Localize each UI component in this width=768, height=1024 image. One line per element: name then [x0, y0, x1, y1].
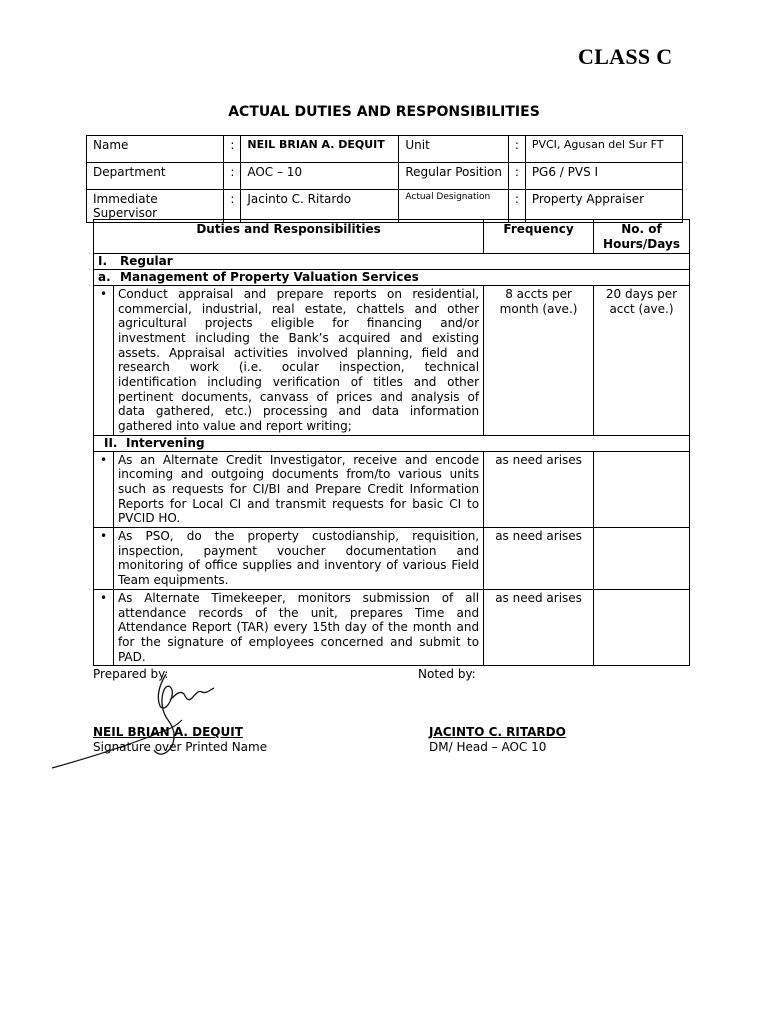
bullet: •: [94, 285, 114, 435]
duty-text: Conduct appraisal and prepare reports on residential, commercial, industrial, real estate, chattels and other agricultural projects eligible for financing and/or investment including the Bank’s acquired and existing assets. Appraisal activities involved planning, field and research work (i.e. ocular inspection, technical identification including verification of titles and other pertinent documents, canvass of prices and analysis of data gathered, etc.) processing and data information gathered into value and report writing;: [113, 285, 483, 435]
subsection-label: Management of Property Valuation Services: [120, 270, 419, 285]
prepared-by-label: Prepared by:: [93, 667, 169, 681]
duty-frequency: 8 accts per month (ave.): [484, 285, 594, 435]
colon: :: [508, 163, 525, 190]
department-value: AOC – 10: [241, 163, 399, 190]
employee-info-table: [86, 135, 683, 223]
subsection-a-row: [94, 270, 690, 286]
bullet: •: [94, 589, 114, 666]
duty-frequency: as need arises: [484, 528, 594, 590]
section-intervening-row: [94, 435, 690, 451]
colon: :: [224, 190, 241, 223]
duties-header-row: [94, 220, 690, 254]
duty-hours: [594, 451, 690, 528]
colon: :: [508, 136, 525, 163]
noted-by-caption: DM/ Head – AOC 10: [429, 740, 547, 754]
unit-label: Unit: [399, 136, 509, 163]
section-regular: [94, 254, 690, 270]
duty-text: As an Alternate Credit Investigator, receive and encode incoming and outgoing documents from/to various units such as requests for CI/BI and Prepare Credit Information Reports for Local CI and transmit requests for basic CI to PVCID HO.: [113, 451, 483, 528]
noted-by-name: JACINTO C. RITARDO: [429, 725, 566, 739]
position-value: PG6 / PVS I: [525, 163, 682, 190]
colon: :: [224, 136, 241, 163]
section-number: II.: [104, 435, 118, 450]
noted-by-label: Noted by:: [418, 667, 476, 681]
designation-value: Property Appraiser: [525, 190, 682, 223]
info-row-department: [87, 163, 683, 190]
duty-row: [94, 451, 690, 528]
duties-column-header: Duties and Responsibilities: [94, 220, 484, 254]
section-label: Intervening: [126, 435, 205, 450]
supervisor-value: Jacinto C. Ritardo: [241, 190, 399, 223]
frequency-column-header: Frequency: [484, 220, 594, 254]
prepared-by-name: NEIL BRIAN A. DEQUIT: [93, 725, 243, 739]
duty-hours: [594, 589, 690, 666]
subsection-a: [94, 270, 690, 286]
handwritten-signature: [48, 660, 228, 780]
document-title: ACTUAL DUTIES AND RESPONSIBILITIES: [228, 104, 540, 120]
info-row-name: [87, 136, 683, 163]
position-label: Regular Position: [399, 163, 509, 190]
designation-label: Actual Designation: [399, 190, 509, 223]
duties-table: [93, 219, 690, 666]
supervisor-label: Immediate Supervisor: [87, 190, 224, 223]
duty-frequency: as need arises: [484, 589, 594, 666]
duty-text: As PSO, do the property custodianship, requisition, inspection, payment voucher documentation and monitoring of office supplies and inventory of various Field Team equipments.: [113, 528, 483, 590]
name-label: Name: [87, 136, 224, 163]
duty-hours: [594, 528, 690, 590]
name-value: NEIL BRIAN A. DEQUIT: [241, 136, 399, 163]
duty-hours: 20 days per acct (ave.): [594, 285, 690, 435]
duty-row: [94, 528, 690, 590]
subsection-number: a.: [98, 270, 111, 285]
duty-row: [94, 589, 690, 666]
bullet: •: [94, 451, 114, 528]
colon: :: [224, 163, 241, 190]
hours-column-header: No. of Hours/Days: [594, 220, 690, 254]
bullet: •: [94, 528, 114, 590]
duty-text: As Alternate Timekeeper, monitors submission of all attendance records of the unit, prepares Time and Attendance Report (TAR) every 15th day of the month and for the signature of employees concerned and submit to PAD.: [113, 589, 483, 666]
duty-frequency: as need arises: [484, 451, 594, 528]
info-row-supervisor: [87, 190, 683, 223]
department-label: Department: [87, 163, 224, 190]
section-label: Regular: [120, 254, 173, 269]
colon: :: [508, 190, 525, 223]
unit-value: PVCI, Agusan del Sur FT: [525, 136, 682, 163]
duty-row: [94, 285, 690, 435]
section-intervening: [94, 435, 690, 451]
class-label: CLASS C: [578, 44, 673, 69]
section-regular-row: [94, 254, 690, 270]
section-number: I.: [98, 254, 108, 269]
prepared-by-caption: Signature over Printed Name: [93, 740, 268, 754]
